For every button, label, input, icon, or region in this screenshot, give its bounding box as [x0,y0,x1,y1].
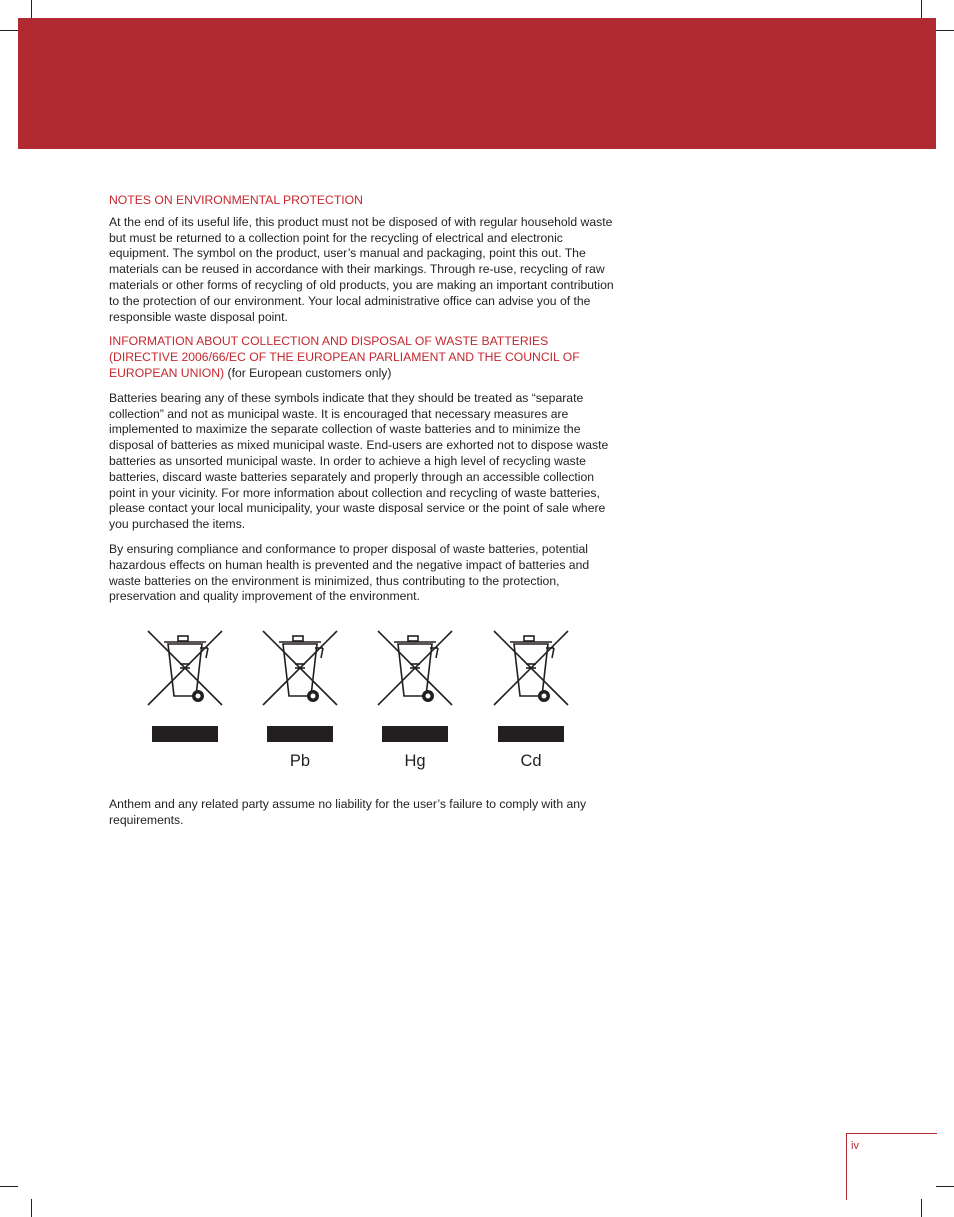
red-header-banner [18,18,936,149]
battery-disposal-symbols [140,628,580,778]
crossed-out-wheelie-bin-icon [486,628,576,708]
chemical-symbol-label: Pb [289,752,311,770]
crop-mark [921,0,922,18]
crop-mark [31,0,32,18]
chemical-symbol-label: Cd [520,752,542,770]
solid-black-bar [267,726,333,742]
chemical-symbol-label: Hg [404,752,426,770]
battery-symbol-pb [255,628,335,778]
solid-black-bar [382,726,448,742]
paragraph: At the end of its useful life, this product must not be disposed of with regular household waste but must be returned to a collection point for the recycling of electrical and electronic equipment. The symbol on the product, user’s manual and packaging, point this out. The materials can be reused in accordance with their markings. Through re-use, recycling of raw materials or other forms of recycling of old products, you are making an important contribution to the protection of our environment. Your local administrative office can advise you of the responsible waste disposal point. [109,214,614,324]
main-content [109,193,614,612]
crop-mark [0,1186,18,1187]
battery-symbol [140,628,220,778]
crop-mark [921,1199,922,1217]
crossed-out-wheelie-bin-icon [370,628,460,708]
crossed-out-wheelie-bin-icon [255,628,345,708]
crop-mark [936,1186,954,1187]
crop-mark [0,30,18,31]
section-heading [109,334,614,381]
section-heading: NOTES ON ENVIRONMENTAL PROTECTION [109,193,363,207]
crossed-out-wheelie-bin-icon [140,628,230,708]
battery-symbol-hg [370,628,450,778]
solid-black-bar [498,726,564,742]
page-number-box [846,1133,937,1200]
heading-text: INFORMATION ABOUT COLLECTION AND DISPOSAL OF WASTE BATTERIES (DIRECTIVE 2006/66/EC OF THE EUROPEAN PARLIAMENT AND THE COUNCIL OF EUROPEAN UNION) [109,334,580,380]
crop-mark [936,30,954,31]
paragraph: Batteries bearing any of these symbols indicate that they should be treated as “separate collection” and not as municipal waste. It is encouraged that necessary measures are implemented to maximize the separate collection of waste batteries and to minimize the disposal of batteries as mixed municipal waste. End-users are exhorted not to dispose waste batteries as unsorted municipal waste. In order to achieve a high level of recycling waste batteries, discard waste batteries separately and properly through an accessible collection point in your vicinity. For more information about collection and recycling of waste batteries, please contact your local municipality, your waste disposal service or the point of sale where you purchased the items. [109,390,609,532]
crop-mark [31,1199,32,1217]
heading-suffix: (for European customers only) [224,365,392,380]
liability-disclaimer: Anthem and any related party assume no liability for the user’s failure to comply with any requirements. [109,797,587,827]
page-number: iv [851,1140,859,1152]
solid-black-bar [152,726,218,742]
battery-symbol-cd [486,628,566,778]
paragraph: By ensuring compliance and conformance to proper disposal of waste batteries, potential hazardous effects on human health is prevented and the negative impact of batteries and waste batteries on the environment is minimized, thus contributing to the protection, preservation and quality improvement of the environment. [109,541,590,604]
